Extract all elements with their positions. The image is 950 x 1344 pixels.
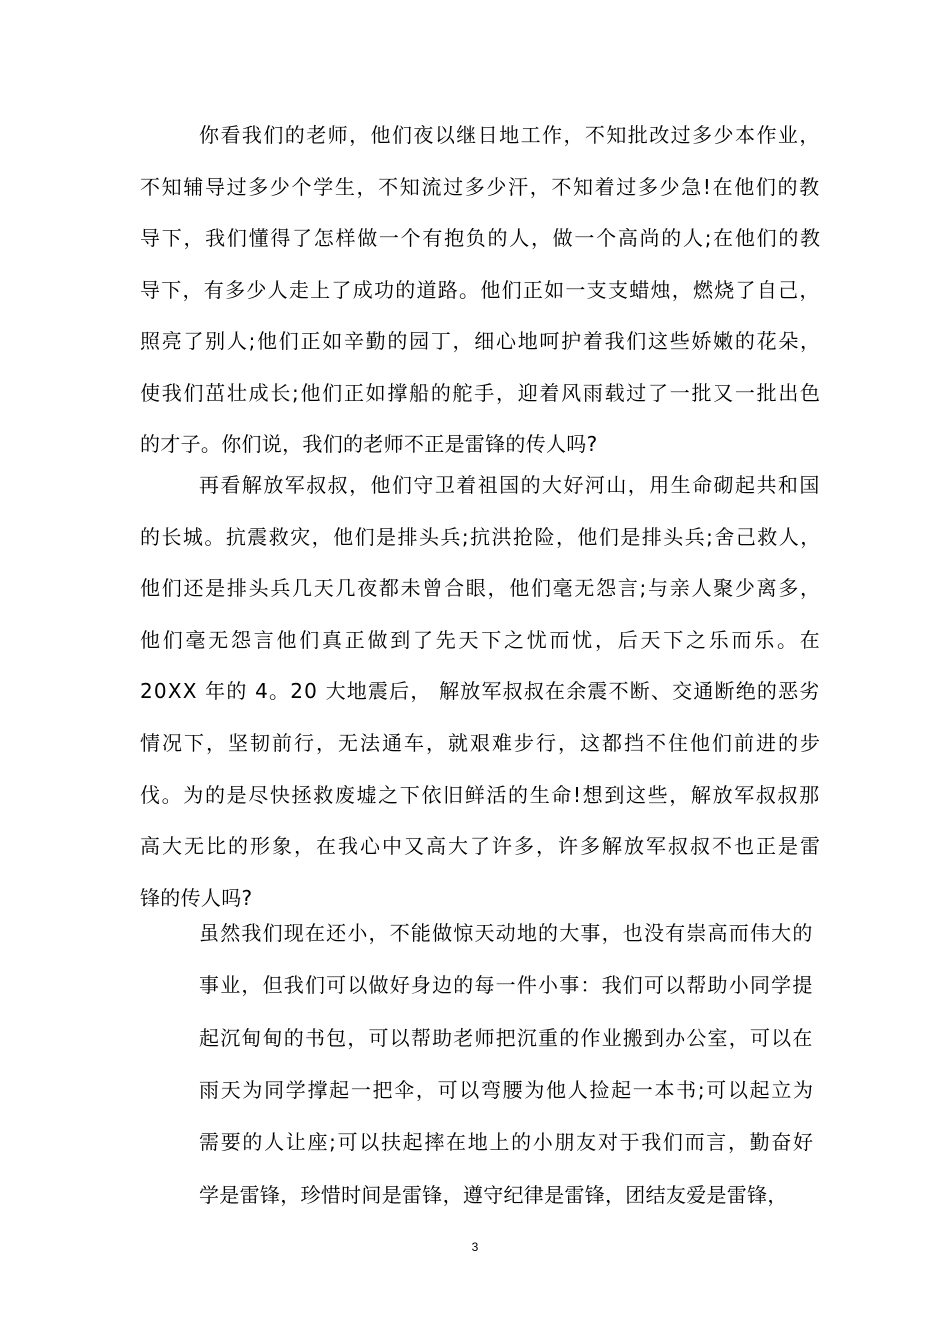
text-line: 高大无比的形象，在我心中又高大了许多，许多解放军叔叔不也正是雷: [140, 834, 822, 859]
text-line: 的才子。你们说，我们的老师不正是雷锋的传人吗?: [140, 432, 598, 456]
text-line: 虽然我们现在还小，不能做惊天动地的大事，也没有崇高而伟大的: [199, 921, 814, 945]
text-line: 不知辅导过多少个学生，不知流过多少汗，不知着过多少急!在他们的教: [140, 174, 821, 199]
text-line: 伐。为的是尽快拯救废墟之下依旧鲜活的生命!想到这些，解放军叔叔那: [140, 782, 821, 807]
text-line: 的长城。抗震救灾，他们是排头兵;抗洪抢险，他们是排头兵;舍己救人，: [140, 524, 822, 549]
text-line: 导下，有多少人走上了成功的道路。他们正如一支支蜡烛，燃烧了自己，: [140, 277, 821, 302]
text-line: 你看我们的老师，他们夜以继日地工作，不知批改过多少本作业，: [199, 123, 821, 147]
text-line: 再看解放军叔叔，他们守卫着祖国的大好河山，用生命砌起共和国: [199, 473, 821, 497]
text-line: 情况下，坚韧前行，无法通车，就艰难步行，这都挡不住他们前进的步: [140, 731, 822, 755]
text-line: 事业，但我们可以做好身边的每一件小事：我们可以帮助小同学提: [199, 973, 814, 998]
text-line: 起沉甸甸的书包，可以帮助老师把沉重的作业搬到办公室，可以在: [199, 1025, 814, 1050]
text-line: 雨天为同学撑起一把伞，可以弯腰为他人捡起一本书;可以起立为: [199, 1077, 815, 1102]
text-line: 20XX 年的 4。20 大地震后， 解放军叔叔在余震不断、交通断绝的恶劣: [140, 679, 821, 704]
text-line: 照亮了别人;他们正如辛勤的园丁，细心地呵护着我们这些娇嫩的花朵，: [140, 329, 822, 353]
text-line: 学是雷锋，珍惜时间是雷锋，遵守纪律是雷锋，团结友爱是雷锋，: [199, 1182, 788, 1207]
text-line: 需要的人让座;可以扶起摔在地上的小朋友对于我们而言，勤奋好: [199, 1130, 815, 1155]
page-number: 3: [471, 1240, 479, 1254]
text-line: 使我们茁壮成长;他们正如撑船的舵手，迎着风雨载过了一批又一批出色: [140, 380, 822, 405]
text-line: 导下，我们懂得了怎样做一个有抱负的人，做一个高尚的人;在他们的教: [140, 226, 822, 250]
text-line: 他们还是排头兵几天几夜都未曾合眼，他们毫无怨言;与亲人聚少离多，: [140, 576, 822, 601]
text-line: 他们毫无怨言他们真正做到了先天下之忧而忧，后天下之乐而乐。在: [140, 627, 823, 652]
text-line: 锋的传人吗?: [140, 885, 253, 910]
